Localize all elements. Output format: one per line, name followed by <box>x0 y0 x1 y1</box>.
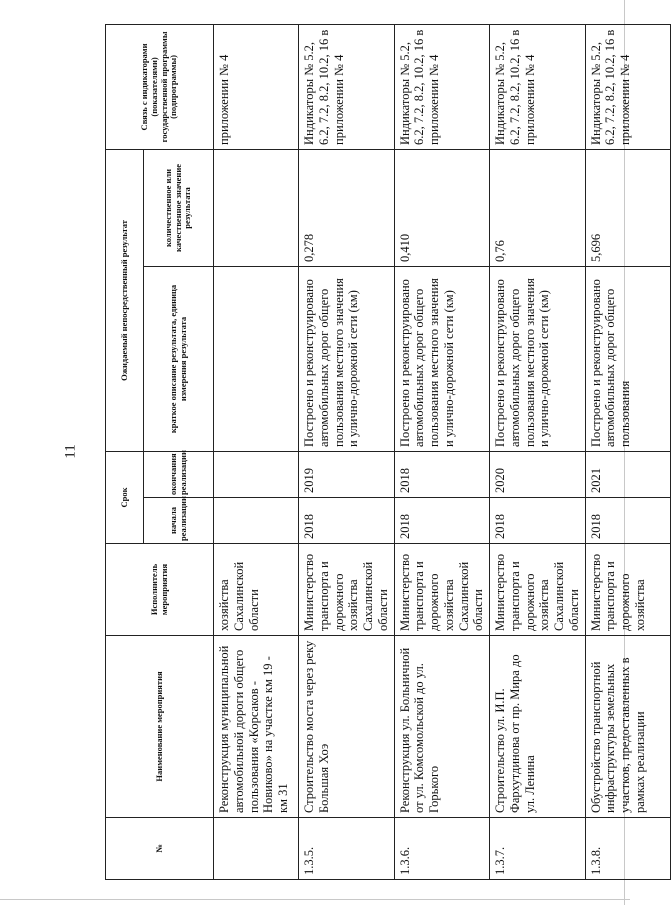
row-end: 2020 <box>490 451 586 497</box>
row-start: 2018 <box>394 498 490 544</box>
row-executor: Министерство транспорта и дорожного хозяйства <box>585 544 670 636</box>
header-executor: Исполнитель мероприятия <box>106 544 214 636</box>
row-result-value: 0,410 <box>394 149 490 266</box>
activities-table <box>105 24 671 880</box>
header-result-desc: краткое описание результата, единица измерения результата <box>144 266 214 451</box>
row-executor: хозяйства Сахалинской области <box>214 544 299 636</box>
header-result-value: количественное или качественное значение результата <box>144 149 214 266</box>
header-term: Срок <box>106 451 144 543</box>
header-num: № <box>106 818 214 880</box>
header-name: Наименование мероприятия <box>106 636 214 818</box>
row-start <box>214 498 299 544</box>
row-start: 2018 <box>585 498 670 544</box>
row-result-value: 0,76 <box>490 149 586 266</box>
row-executor: Министерство транспорта и дорожного хозяйства Сахалинской области <box>394 544 490 636</box>
row-name: Реконструкция муниципальной автомобильной дороги общего пользования «Корсаков - Новиково» на участке км 19 - км 31 <box>214 636 299 818</box>
row-result-value <box>214 149 299 266</box>
header-row <box>106 24 144 879</box>
scan-edge-line <box>0 899 630 900</box>
rotated-table-wrapper <box>105 25 647 880</box>
row-number: 1.3.6. <box>394 818 490 880</box>
header-term-start: начала реализации <box>144 498 214 544</box>
row-number: 1.3.5. <box>299 818 395 880</box>
row-end <box>214 451 299 497</box>
header-result: Ожидаемый непосредственный результат <box>106 149 144 451</box>
row-result-value: 0,278 <box>299 149 395 266</box>
header-term-end: окончания реализации <box>144 451 214 497</box>
table-row <box>490 24 586 879</box>
row-indicators: приложении № 4 <box>214 24 299 149</box>
table-row <box>214 24 299 879</box>
row-start: 2018 <box>299 498 395 544</box>
row-name: Строительство ул. И.П. Фархутдинова от пр. Мира до ул. Ленина <box>490 636 586 818</box>
row-indicators: Индикаторы № 5.2, 6.2, 7.2, 8.2, 10.2, 16 в приложении № 4 <box>490 24 586 149</box>
row-number: 1.3.7. <box>490 818 586 880</box>
row-executor: Министерство транспорта и дорожного хозяйства Сахалинской области <box>299 544 395 636</box>
table-row <box>585 24 670 879</box>
row-result-desc: Построено и реконструировано автомобильных дорог общего пользования местного значения и улично-дорожной сети (км) <box>394 266 490 451</box>
row-result-desc: Построено и реконструировано автомобильных дорог общего пользования местного значения и улично-дорожной сети (км) <box>490 266 586 451</box>
row-number: 1.3.8. <box>585 818 670 880</box>
row-indicators: Индикаторы № 5.2, 6.2, 7.2, 8.2, 10.2, 16 в приложении № 4 <box>299 24 395 149</box>
row-name: Строительство моста через реку Большая Хоэ <box>299 636 395 818</box>
row-end: 2019 <box>299 451 395 497</box>
page-number: 11 <box>62 444 79 459</box>
header-indicators: Связь с индикаторами (показателями) государственной программы (подпрограммы) <box>106 24 214 149</box>
row-number <box>214 818 299 880</box>
row-end: 2018 <box>394 451 490 497</box>
row-indicators: Индикаторы № 5.2, 6.2, 7.2, 8.2, 10.2, 16 в приложении № 4 <box>394 24 490 149</box>
row-result-value: 5,696 <box>585 149 670 266</box>
row-start: 2018 <box>490 498 586 544</box>
row-indicators: Индикаторы № 5.2, 6.2, 7.2, 8.2, 10.2, 16 в приложении № 4 <box>585 24 670 149</box>
row-result-desc: Построено и реконструировано автомобильных дорог общего пользования <box>585 266 670 451</box>
row-name: Обустройство транспортной инфраструктуры земельных участков, предоставленных в рамках реализации <box>585 636 670 818</box>
row-result-desc: Построено и реконструировано автомобильных дорог общего пользования местного значения и улично-дорожной сети (км) <box>299 266 395 451</box>
row-result-desc <box>214 266 299 451</box>
row-name: Реконструкция ул. Больничной от ул. Комсомольской до ул. Горького <box>394 636 490 818</box>
row-end: 2021 <box>585 451 670 497</box>
table-row <box>299 24 395 879</box>
row-executor: Министерство транспорта и дорожного хозяйства Сахалинской области <box>490 544 586 636</box>
table-row <box>394 24 490 879</box>
